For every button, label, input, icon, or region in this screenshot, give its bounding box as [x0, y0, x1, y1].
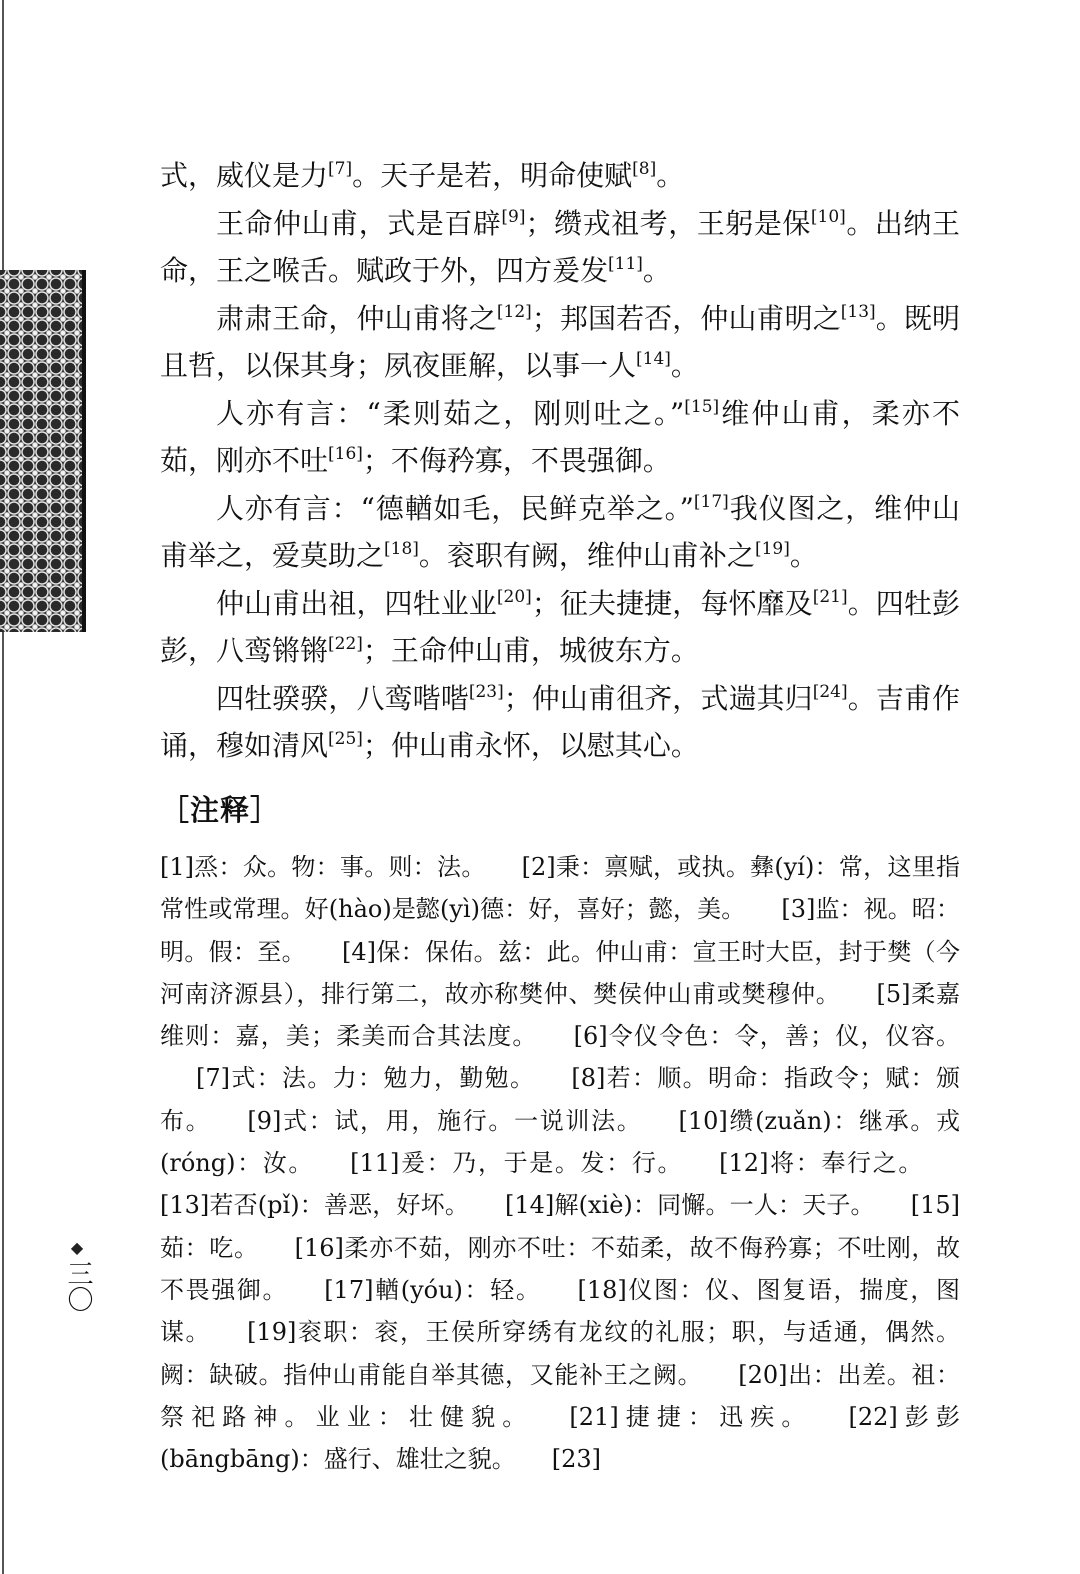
page-number-marker: [63, 1238, 93, 1312]
footnote-ref: [24]: [812, 681, 848, 702]
note-item: [21]捷捷：迅疾。: [569, 1402, 813, 1431]
notes-heading: ［注释］: [160, 793, 281, 827]
decorative-pattern-band: [0, 270, 86, 632]
note-item: [20]出：出差。祖：祭祀路神。业业：壮健貌。: [160, 1360, 961, 1431]
note-item: [14]解(xiè)：同懈。一人：天子。: [505, 1191, 875, 1220]
note-item: [17]輶(yóu)：轻。: [324, 1275, 542, 1304]
note-item: [16]柔亦不茹，刚亦不吐：不茹柔，故不侮矜寡；不吐刚，故不畏强御。: [160, 1233, 961, 1304]
poem-text-run: 。吉甫作诵，穆如清风: [160, 681, 960, 762]
poem-text-run: 王命仲山甫，式是百辟: [216, 206, 502, 240]
poem-text-run: 肃肃王命，仲山甫将之: [216, 301, 497, 335]
poem-text-run: 。: [670, 349, 699, 382]
note-item: [3]监：视。昭：明。假：至。: [160, 895, 961, 966]
poem-stanza: [160, 152, 960, 200]
note-item: [8]若：顺。明命：指政令；赋：颁布。: [160, 1064, 961, 1135]
footnote-ref: [7]: [328, 159, 353, 179]
poem-text-run: ；邦国若否，仲山甫明之: [531, 301, 841, 335]
note-item: [9]式：试，用，施行。一说训法。: [247, 1106, 643, 1135]
poem-text-run: 。既明且哲，以保其身；夙夜匪解，以事一人: [160, 301, 960, 382]
poem-text-run: 。衮职有阙，维仲山甫补之: [418, 539, 755, 572]
footnote-ref: [22]: [328, 634, 363, 654]
footnote-ref: [9]: [501, 206, 526, 227]
note-item: [5]柔嘉维则：嘉，美；柔美而合其法度。: [160, 979, 960, 1051]
poem-text: [160, 152, 960, 770]
page-edge-rule: [2, 0, 4, 1574]
footnote-ref: [12]: [496, 301, 532, 322]
poem-text-run: ；王命仲山甫，城彼东方。: [362, 634, 699, 667]
footnote-ref: [19]: [754, 539, 790, 559]
poem-text-run: 。: [789, 539, 818, 572]
note-item: [11]爰：乃，于是。发：行。: [350, 1149, 684, 1178]
poem-stanza: [160, 580, 960, 675]
poem-text-run: 。四牡彭彭，八鸾锵锵: [160, 586, 960, 667]
poem-text-run: 人亦有言：“德輶如毛，民鲜克举之。”: [216, 491, 694, 525]
poem-stanza: [160, 390, 960, 485]
poem-stanza: [160, 485, 960, 580]
poem-text-run: ；仲山甫徂齐，式遄其归: [503, 681, 813, 715]
poem-stanza: [160, 675, 960, 770]
annotation-notes: [160, 846, 960, 1480]
poem-text-run: 。天子是若，明命使赋: [352, 159, 633, 192]
diamond-icon: ◆: [70, 1238, 84, 1257]
poem-text-run: ；缵戎祖考，王躬是保: [525, 206, 811, 240]
note-item: [7]式：法。力：勉力，勤勉。: [196, 1064, 536, 1093]
note-item: [1]烝：众。物：事。则：法。: [160, 853, 486, 881]
footnote-ref: [14]: [636, 349, 671, 369]
poem-text-run: ；不侮矜寡，不畏强御。: [362, 444, 671, 477]
poem-text-run: 我仪图之，维仲山甫举之，爱莫助之: [160, 491, 960, 572]
poem-text-run: 人亦有言：“柔则茹之，刚则吐之。”: [216, 396, 685, 430]
footnote-ref: [16]: [328, 444, 363, 464]
note-item: [12]将：奉行之。: [719, 1149, 925, 1178]
poem-text-run: 维仲山甫，柔亦不茹，刚亦不吐: [160, 396, 960, 477]
poem-text-run: ；仲山甫永怀，以慰其心。: [362, 729, 699, 762]
note-item: [19]衮职：衮，王侯所穿绣有龙纹的礼服；职，与适通，偶然。阙：缺破。指仲山甫能自举其德，又能补王之阙。: [160, 1318, 961, 1389]
poem-text-run: 仲山甫出祖，四牡业业: [216, 586, 497, 620]
footnote-ref: [13]: [840, 301, 876, 322]
note-item: [23]: [551, 1445, 601, 1474]
footnote-ref: [20]: [496, 586, 532, 607]
footnote-ref: [18]: [384, 539, 419, 559]
note-item: [10]缵(zuǎn)：继承。戎(róng)：汝。: [160, 1106, 961, 1178]
note-item: [18]仪图：仪、图复语，揣度，图谋。: [160, 1275, 961, 1347]
poem-text-run: 四牡骙骙，八鸾喈喈: [216, 681, 469, 715]
footnote-ref: [10]: [810, 206, 846, 227]
footnote-ref: [11]: [608, 254, 643, 274]
note-item: [22]彭彭(bāngbāng)：盛行、雄壮之貌。: [160, 1402, 961, 1474]
page-number: 三〇: [63, 1260, 93, 1312]
footnote-ref: [15]: [684, 396, 720, 417]
note-item: [4]保：保佑。兹：此。仲山甫：宣王时大臣，封于樊（今河南济源县），排行第二，故亦称樊仲、樊侯仲山甫或樊穆仲。: [160, 937, 960, 1008]
poem-text-run: ；征夫捷捷，每怀靡及: [531, 586, 813, 620]
poem-text-run: 。出纳王命，王之喉舌。赋政于外，四方爰发: [160, 206, 960, 287]
poem-text-run: 。: [656, 159, 685, 192]
poem-stanza: [160, 295, 960, 390]
note-item: [13]若否(pǐ)：善恶，好坏。: [160, 1191, 469, 1220]
footnote-ref: [21]: [812, 586, 848, 607]
note-item: [15]茹：吃。: [160, 1191, 960, 1262]
note-item: [2]秉：禀赋，或执。彝(yí)：常，这里指常性或常理。好(hào)是懿(yì)德：好，喜好；懿，美。: [160, 853, 960, 924]
footnote-ref: [23]: [468, 681, 504, 702]
footnote-ref: [8]: [632, 159, 657, 179]
poem-stanza: [160, 200, 960, 295]
poem-text-run: 式，威仪是力: [160, 159, 329, 192]
footnote-ref: [17]: [693, 491, 729, 512]
footnote-ref: [25]: [328, 729, 363, 749]
poem-text-run: 。: [642, 254, 671, 287]
note-item: [6]令仪令色：令，善；仪，仪容。: [573, 1022, 961, 1051]
